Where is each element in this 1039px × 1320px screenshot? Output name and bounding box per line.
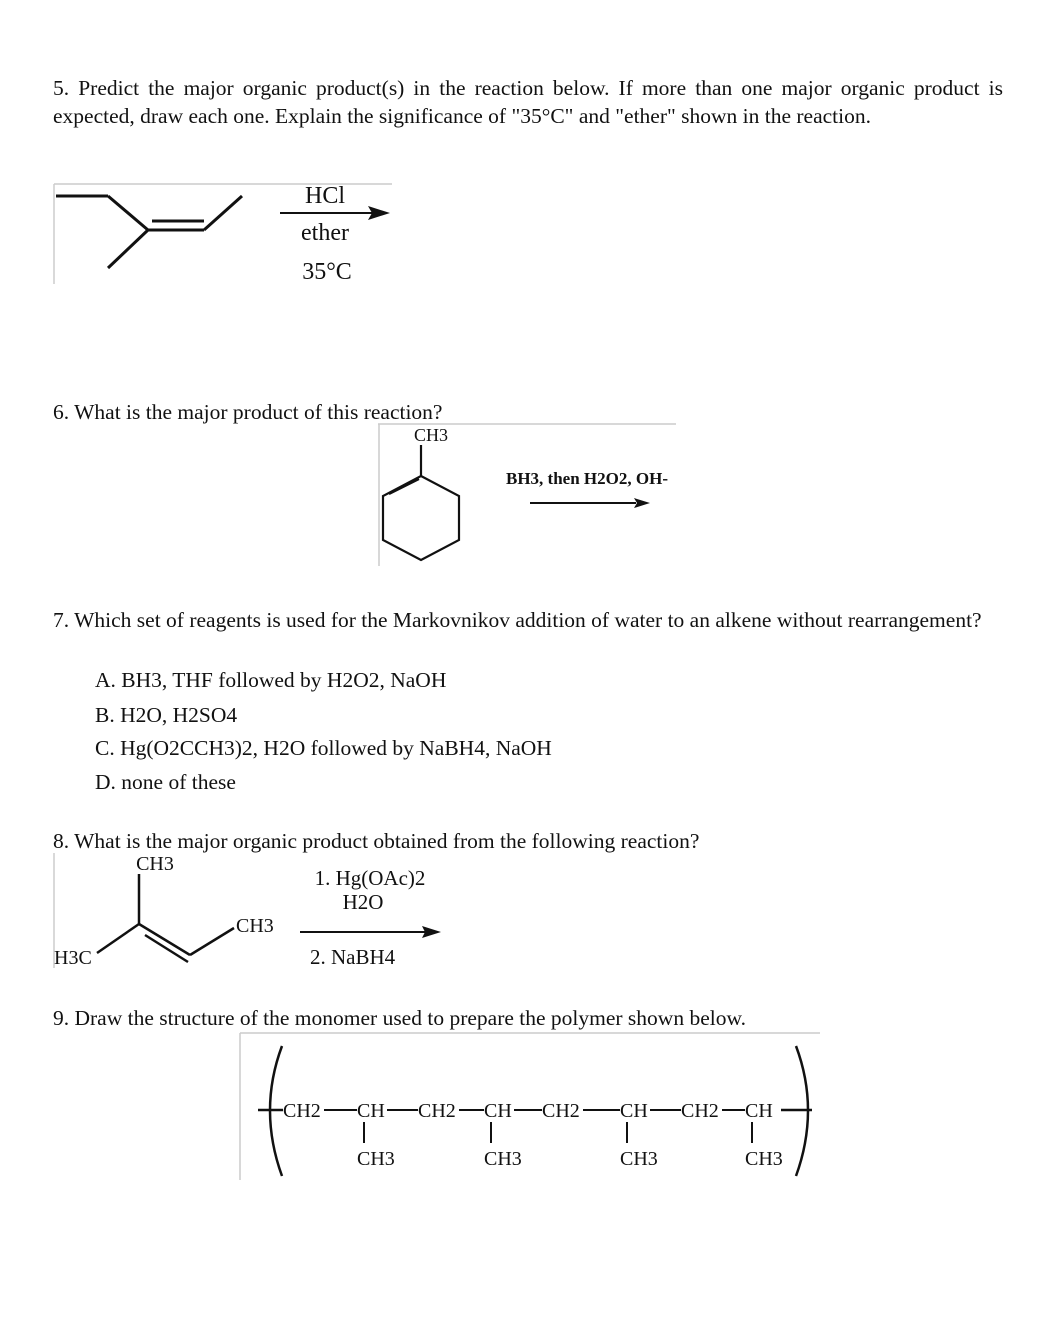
q9-branch-4: CH3 — [745, 1148, 783, 1170]
q9-unit-5: CH2 — [542, 1100, 580, 1122]
q6-reagents: BH3, then H2O2, OH- — [506, 469, 668, 488]
q8-step2-reagent: 2. NaBH4 — [310, 945, 396, 969]
question-5-text: 5. Predict the major organic product(s) in the reaction below. If more than one major organic product is expected, draw each one. Explain the significance of "35°C" and "ether" shown in the reaction. — [53, 76, 1003, 128]
q8-step1-solvent: H2O — [342, 890, 384, 914]
q5-reagent-temperature: 35°C — [302, 259, 352, 285]
q8-left-methyl-label: H3C — [54, 947, 92, 969]
q7-option-c[interactable]: C. Hg(O2CCH3)2, H2O followed by NaBH4, NaOH — [95, 736, 552, 760]
question-9-text: 9. Draw the structure of the monomer used to prepare the polymer shown below. — [53, 1006, 746, 1030]
q8-right-methyl-label: CH3 — [236, 915, 274, 937]
q5-reagent-ether: ether — [301, 220, 349, 246]
q6-methyl-label: CH3 — [413, 425, 449, 445]
q9-unit-4: CH — [484, 1100, 512, 1122]
question-7-text: 7. Which set of reagents is used for the Markovnikov addition of water to an alkene without rearrangement? — [53, 608, 982, 632]
q5-reagent-hcl: HCl — [304, 183, 346, 209]
q7-option-b[interactable]: B. H2O, H2SO4 — [95, 703, 238, 727]
q9-methyl-branches — [364, 1122, 752, 1143]
q9-branch-3: CH3 — [620, 1148, 658, 1170]
q9-branch-2: CH3 — [484, 1148, 522, 1170]
q9-unit-2: CH — [357, 1100, 385, 1122]
q9-chain-units — [283, 1100, 773, 1122]
q9-branch-1: CH3 — [357, 1148, 395, 1170]
q9-unit-6: CH — [620, 1100, 648, 1122]
q7-option-a[interactable]: A. BH3, THF followed by H2O2, NaOH — [95, 668, 447, 692]
q9-unit-3: CH2 — [418, 1100, 456, 1122]
q7-option-d[interactable]: D. none of these — [95, 770, 236, 794]
q9-unit-1: CH2 — [283, 1100, 321, 1122]
question-6-text: 6. What is the major product of this reaction? — [53, 400, 443, 424]
q9-unit-7: CH2 — [681, 1100, 719, 1122]
q8-top-methyl-label: CH3 — [136, 853, 174, 875]
q8-step1-reagent: 1. Hg(OAc)2 — [314, 866, 426, 890]
question-8-text: 8. What is the major organic product obtained from the following reaction? — [53, 829, 700, 853]
q9-unit-8: CH — [745, 1100, 773, 1122]
